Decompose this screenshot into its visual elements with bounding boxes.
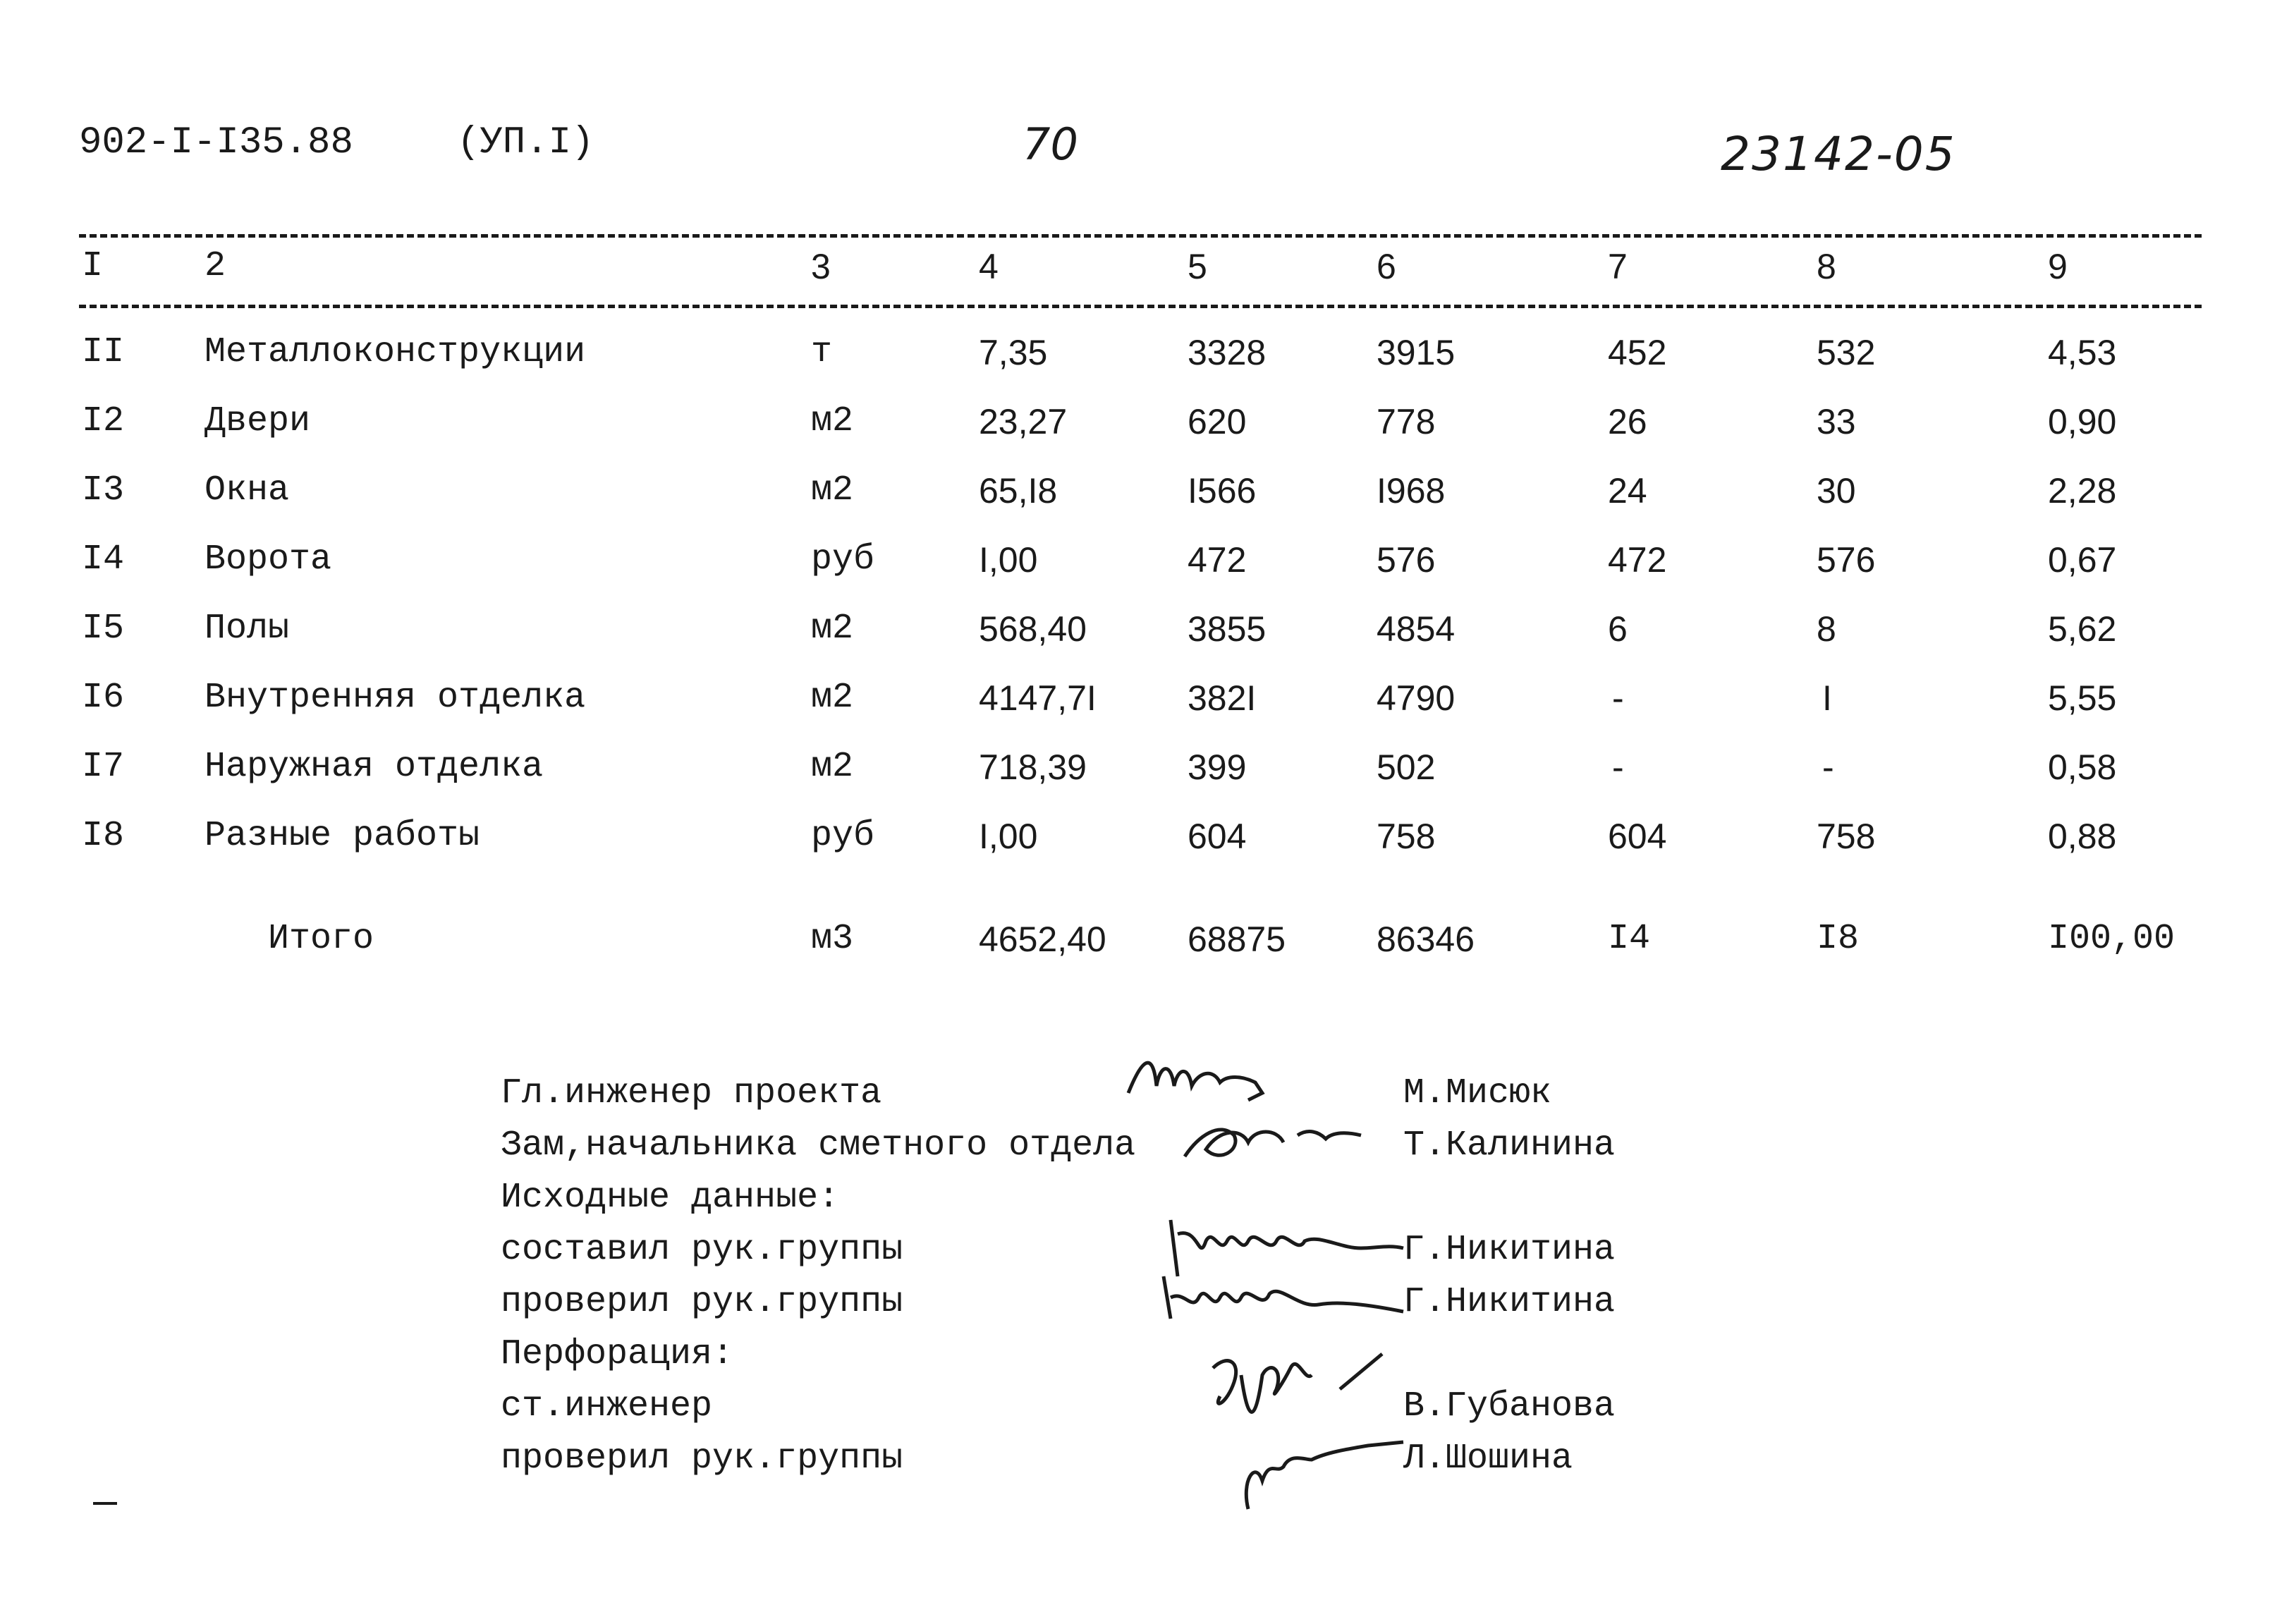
value-col7: 26 bbox=[1608, 402, 1647, 441]
signature-name: Т.Калинина bbox=[1403, 1125, 1616, 1166]
quantity: 23,27 bbox=[979, 402, 1068, 441]
signature-role: проверил рук.группы bbox=[501, 1439, 903, 1479]
column-header: 3 bbox=[811, 247, 831, 286]
value-col9: 4,53 bbox=[2048, 333, 2117, 372]
value-col8: 8 bbox=[1817, 609, 1836, 649]
total-col8: I8 bbox=[1817, 919, 1860, 959]
signature-name: В.Губанова bbox=[1403, 1386, 1616, 1427]
column-header: 7 bbox=[1608, 247, 1628, 286]
signature-role: составил рук.группы bbox=[501, 1230, 903, 1270]
unit: м2 bbox=[811, 609, 854, 649]
value-col6: I968 bbox=[1377, 471, 1446, 511]
value-col8: 532 bbox=[1817, 333, 1876, 372]
signature-shoshina bbox=[1227, 1417, 1410, 1523]
total-label: Итого bbox=[268, 919, 374, 959]
signature-name: Г.Никитина bbox=[1403, 1230, 1616, 1270]
page-number: 70 bbox=[1023, 118, 1078, 170]
unit: т bbox=[811, 332, 833, 372]
item-name: Внутренняя отделка bbox=[205, 678, 586, 718]
row-number: I5 bbox=[82, 609, 125, 649]
signature-name: Л.Шошина bbox=[1403, 1439, 1573, 1479]
value-col7: - bbox=[1612, 747, 1624, 787]
value-col9: 2,28 bbox=[2048, 471, 2117, 511]
value-col8: 30 bbox=[1817, 471, 1856, 511]
value-col7: 472 bbox=[1608, 540, 1667, 580]
value-col5: 399 bbox=[1188, 747, 1247, 787]
unit: м2 bbox=[811, 401, 854, 441]
signature-role: Перфорация: bbox=[501, 1334, 734, 1374]
total-col7: I4 bbox=[1608, 919, 1651, 959]
unit: руб bbox=[811, 816, 875, 856]
value-col6: 576 bbox=[1377, 540, 1436, 580]
table-header-rule bbox=[79, 305, 2202, 308]
item-name: Наружная отделка bbox=[205, 747, 544, 787]
value-col8: - bbox=[1822, 747, 1834, 787]
column-header: 2 bbox=[205, 246, 226, 286]
total-quantity: 4652,40 bbox=[979, 920, 1106, 959]
row-number: I4 bbox=[82, 539, 125, 580]
value-col8: 33 bbox=[1817, 402, 1856, 441]
signature-nikitina-2 bbox=[1157, 1262, 1410, 1333]
document-code: 902-I-I35.88 bbox=[79, 121, 353, 164]
column-header: 9 bbox=[2048, 247, 2068, 286]
column-header: 6 bbox=[1377, 247, 1396, 286]
unit: м2 bbox=[811, 747, 854, 787]
unit: м2 bbox=[811, 678, 854, 718]
row-number: I2 bbox=[82, 401, 125, 441]
row-number: I3 bbox=[82, 470, 125, 511]
signature-role: проверил рук.группы bbox=[501, 1282, 903, 1322]
value-col7: 452 bbox=[1608, 333, 1667, 372]
quantity: 4147,7I bbox=[979, 678, 1097, 718]
signature-name: Г.Никитина bbox=[1403, 1282, 1616, 1322]
value-col5: 472 bbox=[1188, 540, 1247, 580]
item-name: Двери bbox=[205, 401, 311, 441]
value-col5: 620 bbox=[1188, 402, 1247, 441]
item-name: Ворота bbox=[205, 539, 332, 580]
value-col7: 24 bbox=[1608, 471, 1647, 511]
value-col5: 3855 bbox=[1188, 609, 1267, 649]
value-col9: 0,88 bbox=[2048, 817, 2117, 856]
item-name: Полы bbox=[205, 609, 290, 649]
value-col9: 5,62 bbox=[2048, 609, 2117, 649]
value-col6: 4854 bbox=[1377, 609, 1456, 649]
value-col9: 5,55 bbox=[2048, 678, 2117, 718]
quantity: I,00 bbox=[979, 817, 1038, 856]
value-col6: 4790 bbox=[1377, 678, 1456, 718]
value-col7: - bbox=[1612, 678, 1624, 718]
signature-role: ст.инженер bbox=[501, 1386, 713, 1427]
value-col8: 576 bbox=[1817, 540, 1876, 580]
value-col9: 0,58 bbox=[2048, 747, 2117, 787]
value-col9: 0,90 bbox=[2048, 402, 2117, 441]
total-col9: I00,00 bbox=[2048, 919, 2176, 959]
value-col8: 758 bbox=[1817, 817, 1876, 856]
item-name: Окна bbox=[205, 470, 290, 511]
column-header: 5 bbox=[1188, 247, 1207, 286]
row-number: II bbox=[82, 332, 125, 372]
total-col5: 68875 bbox=[1188, 920, 1286, 959]
value-col7: 604 bbox=[1608, 817, 1667, 856]
signature-name: М.Мисюк bbox=[1403, 1073, 1552, 1113]
quantity: 65,I8 bbox=[979, 471, 1058, 511]
signature-kalinina bbox=[1178, 1107, 1375, 1171]
margin-dash bbox=[93, 1502, 117, 1505]
quantity: 7,35 bbox=[979, 333, 1048, 372]
row-number: I6 bbox=[82, 678, 125, 718]
signature-role: Гл.инженер проекта bbox=[501, 1073, 882, 1113]
column-header: I bbox=[82, 246, 104, 286]
value-col5: 382I bbox=[1188, 678, 1257, 718]
volume-label: (УП.I) bbox=[457, 121, 594, 164]
unit: м2 bbox=[811, 470, 854, 511]
table-top-rule bbox=[79, 234, 2202, 238]
column-header: 4 bbox=[979, 247, 999, 286]
value-col9: 0,67 bbox=[2048, 540, 2117, 580]
signature-role: Исходные данные: bbox=[501, 1178, 840, 1218]
signature-misyuk bbox=[1121, 1044, 1305, 1114]
quantity: 568,40 bbox=[979, 609, 1087, 649]
total-unit: м3 bbox=[811, 919, 854, 959]
item-name: Разные работы bbox=[205, 816, 480, 856]
value-col5: I566 bbox=[1188, 471, 1257, 511]
value-col5: 3328 bbox=[1188, 333, 1267, 372]
value-col6: 778 bbox=[1377, 402, 1436, 441]
total-col6: 86346 bbox=[1377, 920, 1475, 959]
column-header: 8 bbox=[1817, 247, 1836, 286]
signature-role: Зам,начальника сметного отдела bbox=[501, 1125, 1136, 1166]
unit: руб bbox=[811, 539, 875, 580]
quantity: 718,39 bbox=[979, 747, 1087, 787]
row-number: I7 bbox=[82, 747, 125, 787]
value-col6: 758 bbox=[1377, 817, 1436, 856]
value-col8: I bbox=[1822, 678, 1832, 718]
row-number: I8 bbox=[82, 816, 125, 856]
archive-number: 23142-05 bbox=[1721, 127, 1956, 181]
quantity: I,00 bbox=[979, 540, 1038, 580]
value-col7: 6 bbox=[1608, 609, 1628, 649]
value-col5: 604 bbox=[1188, 817, 1247, 856]
item-name: Металлоконструкции bbox=[205, 332, 586, 372]
value-col6: 502 bbox=[1377, 747, 1436, 787]
value-col6: 3915 bbox=[1377, 333, 1456, 372]
